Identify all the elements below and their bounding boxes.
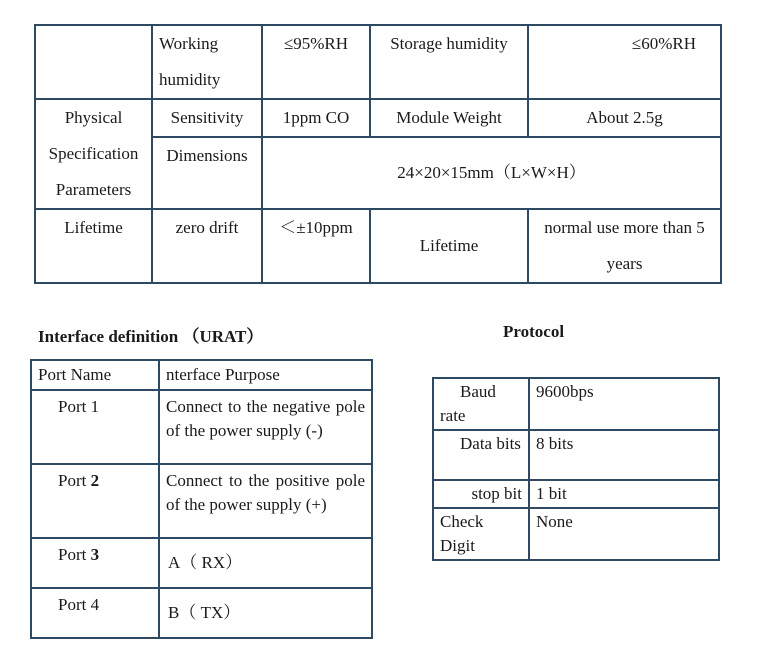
data-bits-label: Data bits [433, 430, 529, 480]
working-humidity-value: ≤95%RH [262, 25, 370, 99]
lifetime-row-label: Lifetime [35, 209, 152, 283]
stop-bit-label: stop bit [433, 480, 529, 508]
sensitivity-label: Sensitivity [152, 99, 262, 137]
table-row [433, 378, 719, 430]
specification-table [34, 24, 722, 284]
port-name: Port 1 [31, 390, 159, 464]
storage-humidity-value: ≤60%RH [528, 25, 721, 99]
spec-row-sensitivity [35, 99, 721, 137]
baud-rate-label: Baud rate [433, 378, 529, 430]
table-row [433, 480, 719, 508]
table-row [31, 588, 372, 638]
spec-cell-empty [35, 25, 152, 99]
check-digit-value: None [529, 508, 719, 560]
physical-spec-label: Physical Specification Parameters [35, 99, 152, 209]
lifetime-value: normal use more than 5 years [528, 209, 721, 283]
port-purpose: A（ RX） [159, 538, 372, 588]
module-weight-value: About 2.5g [528, 99, 721, 137]
data-bits-value: 8 bits [529, 430, 719, 480]
interface-definition-heading: Interface definition （URAT） [38, 327, 264, 346]
port-name: Port 3 [31, 538, 159, 588]
port-name: Port 4 [31, 588, 159, 638]
interface-purpose-header: nterface Purpose [159, 360, 372, 390]
spec-row-humidity [35, 25, 721, 99]
storage-humidity-label: Storage humidity [370, 25, 528, 99]
port-purpose: Connect to the negative pole of the power supply (-) [159, 390, 372, 464]
baud-rate-value: 9600bps [529, 378, 719, 430]
stop-bit-value: 1 bit [529, 480, 719, 508]
port-name: Port 2 [31, 464, 159, 538]
port-purpose: Connect to the positive pole of the power supply (+) [159, 464, 372, 538]
table-row [433, 430, 719, 480]
lifetime-label: Lifetime [370, 209, 528, 283]
interface-table [30, 359, 373, 639]
check-digit-label: Check Digit [433, 508, 529, 560]
protocol-heading: Protocol [503, 322, 565, 341]
spec-row-lifetime [35, 209, 721, 283]
dimensions-value: 24×20×15mm（L×W×H） [262, 137, 721, 209]
zero-drift-label: zero drift [152, 209, 262, 283]
table-row [31, 390, 372, 464]
zero-drift-value: ＜±10ppm [262, 209, 370, 283]
protocol-table [432, 377, 720, 561]
module-weight-label: Module Weight [370, 99, 528, 137]
interface-header-row [31, 360, 372, 390]
table-row [31, 464, 372, 538]
table-row [433, 508, 719, 560]
dimensions-label: Dimensions [152, 137, 262, 209]
sensitivity-value: 1ppm CO [262, 99, 370, 137]
table-row [31, 538, 372, 588]
working-humidity-label: Working humidity [152, 25, 262, 99]
port-name-header: Port Name [31, 360, 159, 390]
port-purpose: B（ TX） [159, 588, 372, 638]
